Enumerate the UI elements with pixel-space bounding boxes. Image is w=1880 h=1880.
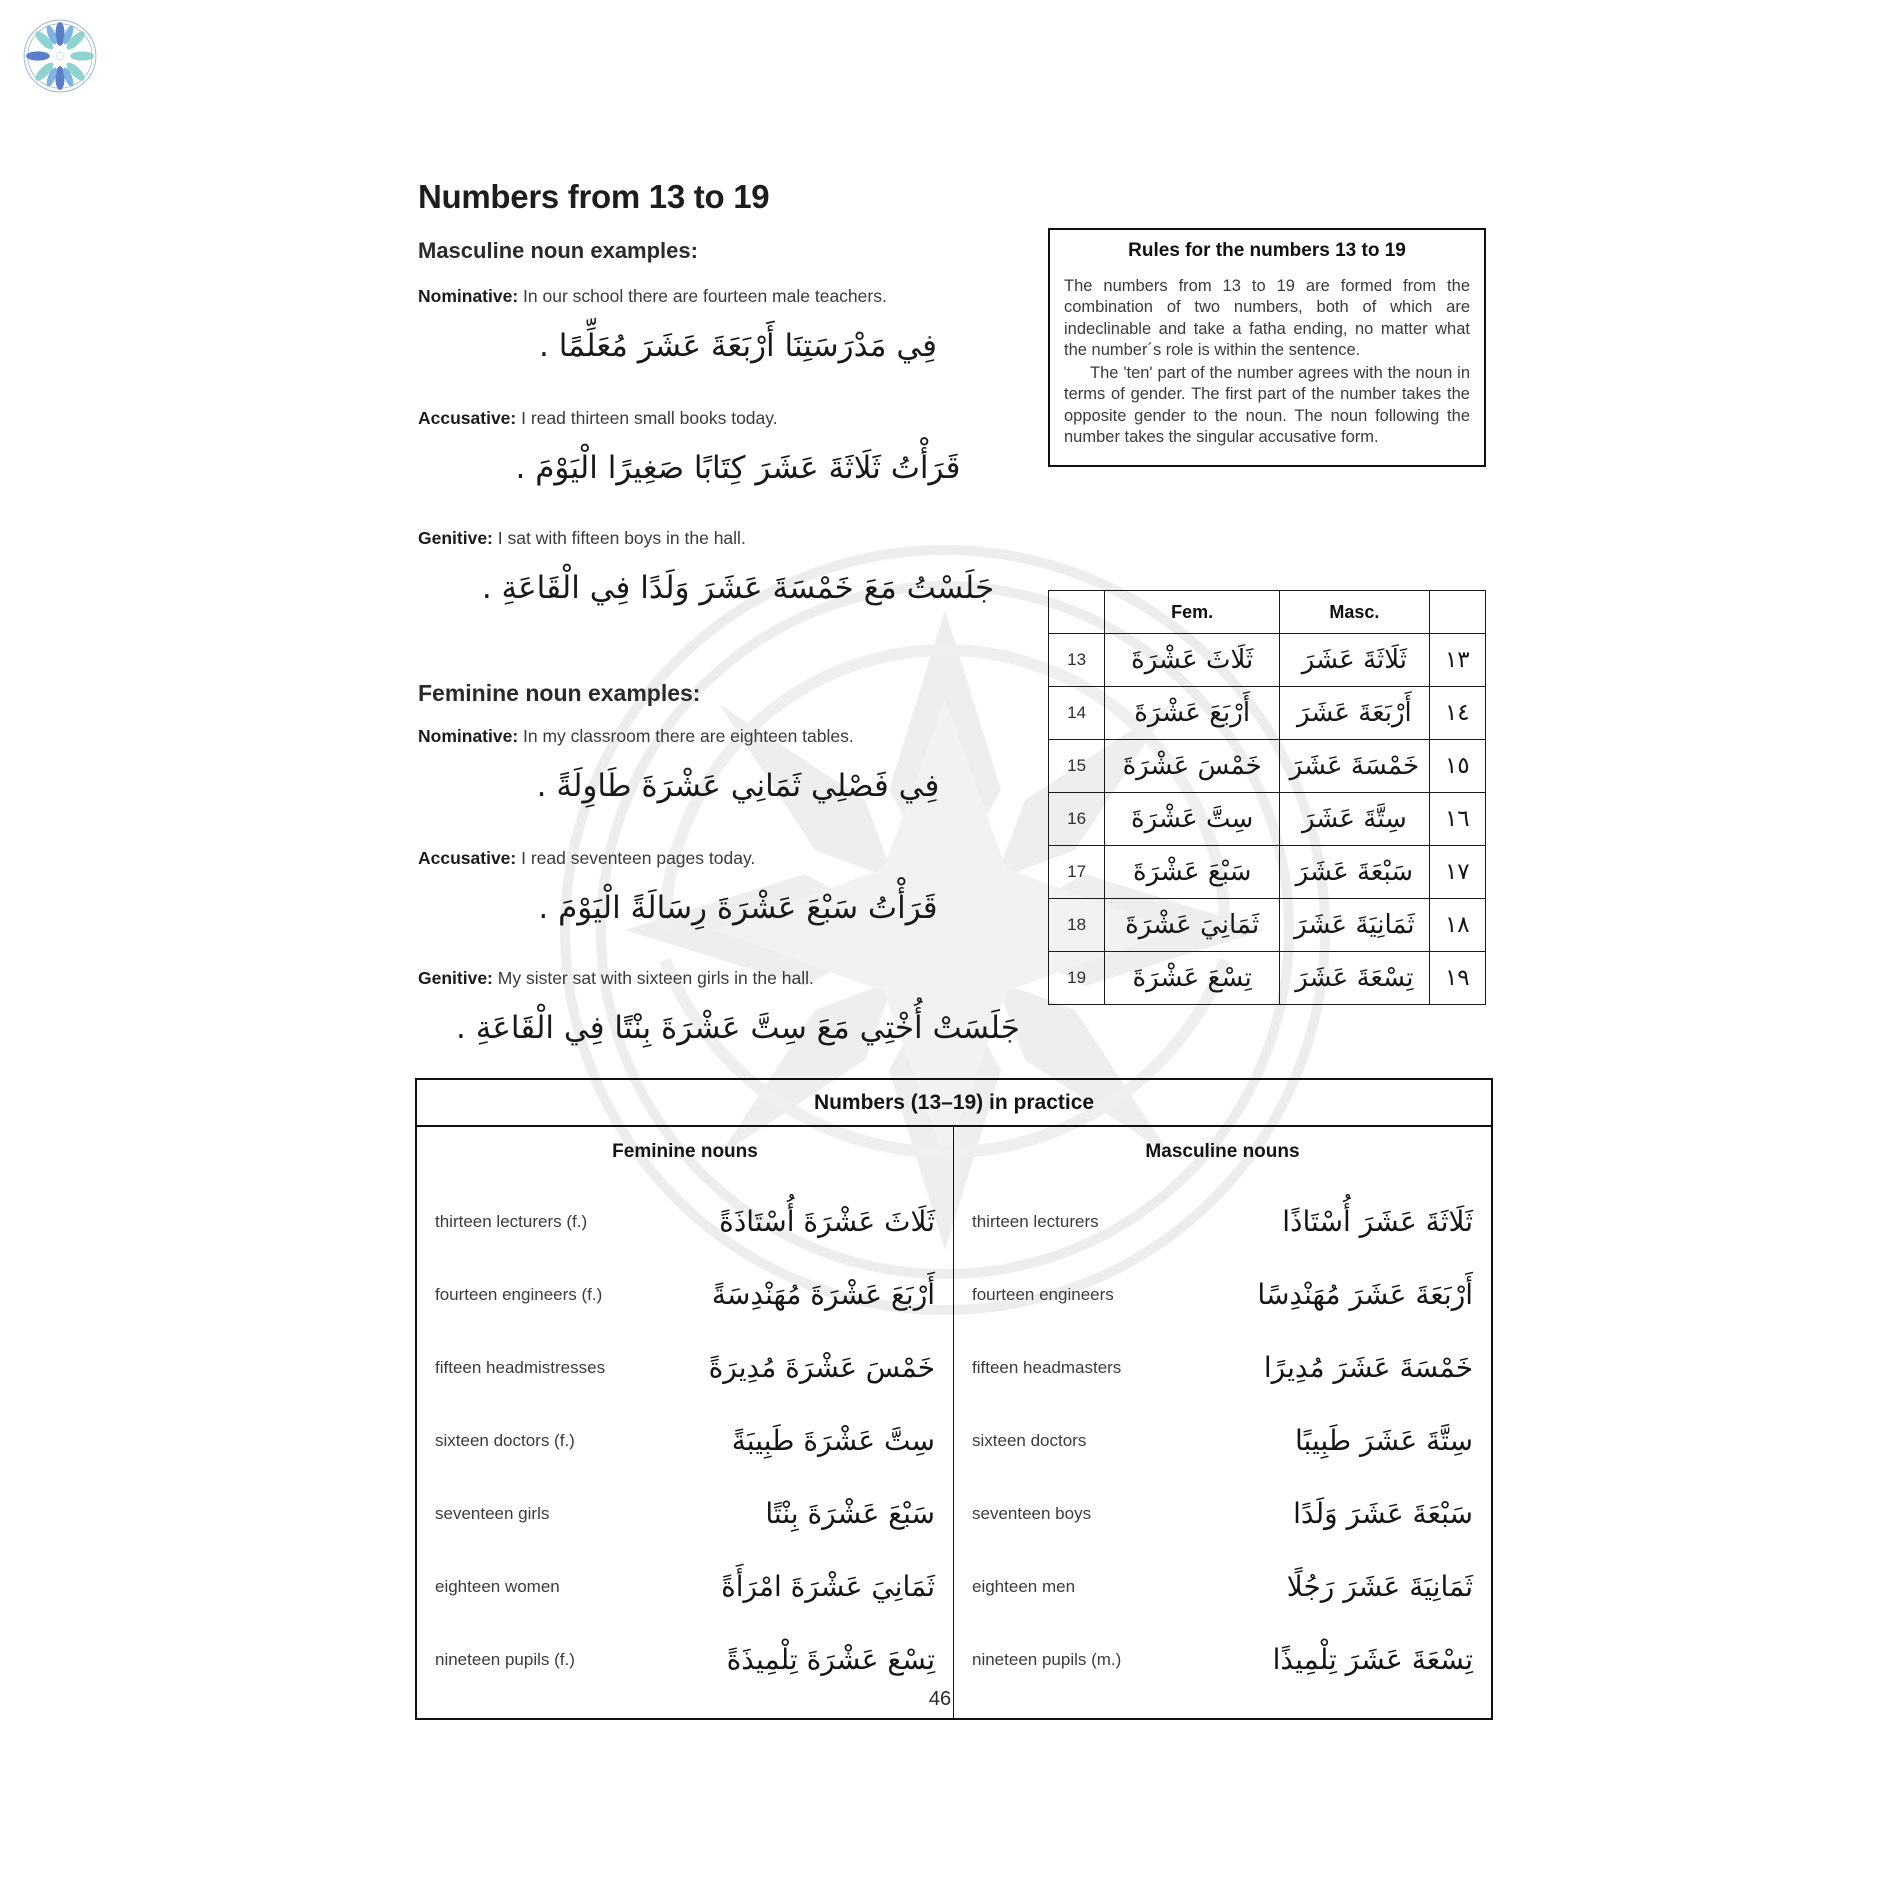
practice-masculine-column bbox=[954, 1127, 1491, 1718]
example-english-line bbox=[418, 968, 1058, 989]
row-masculine-form: ثَمَانِيَةَ عَشَرَ bbox=[1280, 899, 1430, 952]
table-row bbox=[1049, 793, 1486, 846]
row-index: 14 bbox=[1049, 687, 1105, 740]
practice-row bbox=[435, 1623, 935, 1696]
practice-row bbox=[972, 1623, 1473, 1696]
table-row bbox=[1049, 634, 1486, 687]
example-english-text: In our school there are fourteen male teachers. bbox=[518, 286, 887, 306]
row-masculine-form: ثَلَاثَةَ عَشَرَ bbox=[1280, 634, 1430, 687]
practice-row bbox=[435, 1331, 935, 1404]
practice-arabic-phrase: ثَمَانِيَ عَشْرَةَ امْرَأَةً bbox=[721, 1570, 935, 1603]
practice-arabic-phrase: أَرْبَعَ عَشْرَةَ مُهَنْدِسَةً bbox=[711, 1278, 935, 1311]
row-feminine-form: سَبْعَ عَشْرَةَ bbox=[1105, 846, 1280, 899]
practice-english-label: thirteen lecturers bbox=[972, 1211, 1099, 1231]
example-arabic-text: قَرَأْتُ سَبْعَ عَشْرَةَ رِسَالَةً الْيَوْمَ . bbox=[538, 890, 938, 926]
practice-english-label: seventeen boys bbox=[972, 1503, 1092, 1523]
row-masculine-form: سِتَّةَ عَشَرَ bbox=[1280, 793, 1430, 846]
masculine-example-accusative bbox=[418, 408, 1058, 492]
row-index: 19 bbox=[1049, 952, 1105, 1005]
practice-row bbox=[972, 1404, 1473, 1477]
practice-english-label: eighteen men bbox=[972, 1576, 1076, 1596]
feminine-example-nominative bbox=[418, 726, 1058, 810]
practice-english-label: seventeen girls bbox=[435, 1503, 550, 1523]
example-arabic-text: جَلَسَتْ أُخْتِي مَعَ سِتَّ عَشْرَةَ بِنْتًا فِي الْقَاعَةِ . bbox=[456, 1010, 1020, 1046]
row-feminine-form: خَمْسَ عَشْرَةَ bbox=[1105, 740, 1280, 793]
practice-arabic-phrase: ثَمَانِيَةَ عَشَرَ رَجُلًا bbox=[1286, 1570, 1473, 1603]
example-english-line bbox=[418, 726, 1058, 747]
practice-arabic-phrase: تِسْعَ عَشْرَةَ تِلْمِيذَةً bbox=[726, 1643, 935, 1676]
case-label: Nominative: bbox=[418, 286, 519, 306]
practice-table-title: Numbers (13–19) in practice bbox=[417, 1080, 1491, 1127]
feminine-example-genitive bbox=[418, 968, 1058, 1052]
row-arabic-numeral: ١٦ bbox=[1429, 793, 1485, 846]
practice-arabic-phrase: سَبْعَ عَشْرَةَ بِنْتًا bbox=[765, 1497, 935, 1530]
column-header-arabic-numeral bbox=[1429, 591, 1485, 634]
practice-row bbox=[972, 1550, 1473, 1623]
example-arabic-text: فِي مَدْرَسَتِنَا أَرْبَعَةَ عَشَرَ مُعَلِّمًا . bbox=[539, 328, 937, 364]
example-english-text: I read thirteen small books today. bbox=[516, 408, 778, 428]
practice-row bbox=[972, 1258, 1473, 1331]
table-row bbox=[1049, 899, 1486, 952]
example-arabic-text: قَرَأْتُ ثَلَاثَةَ عَشَرَ كِتَابًا صَغِيرًا الْيَوْمَ . bbox=[515, 450, 961, 486]
example-english-line bbox=[418, 408, 1058, 429]
feminine-section-heading: Feminine noun examples: bbox=[418, 680, 701, 706]
row-arabic-numeral: ١٨ bbox=[1429, 899, 1485, 952]
practice-english-label: eighteen women bbox=[435, 1576, 560, 1596]
feminine-example-accusative bbox=[418, 848, 1058, 932]
example-arabic-text: فِي فَصْلِي ثَمَانِي عَشْرَةَ طَاوِلَةً . bbox=[536, 768, 940, 804]
practice-english-label: nineteen pupils (f.) bbox=[435, 1649, 575, 1669]
practice-english-label: fifteen headmistresses bbox=[435, 1357, 606, 1377]
practice-arabic-phrase: خَمْسَةَ عَشَرَ مُدِيرًا bbox=[1263, 1351, 1473, 1384]
case-label: Genitive: bbox=[418, 528, 493, 548]
practice-row bbox=[972, 1185, 1473, 1258]
row-feminine-form: ثَمَانِيَ عَشْرَةَ bbox=[1105, 899, 1280, 952]
practice-english-label: sixteen doctors (f.) bbox=[435, 1430, 575, 1450]
practice-arabic-phrase: أَرْبَعَةَ عَشَرَ مُهَنْدِسًا bbox=[1257, 1278, 1473, 1311]
practice-english-label: nineteen pupils (m.) bbox=[972, 1649, 1122, 1669]
row-arabic-numeral: ١٤ bbox=[1429, 687, 1485, 740]
table-row bbox=[1049, 846, 1486, 899]
row-masculine-form: تِسْعَةَ عَشَرَ bbox=[1280, 952, 1430, 1005]
rules-box-title: Rules for the numbers 13 to 19 bbox=[1128, 240, 1406, 261]
practice-feminine-heading: Feminine nouns bbox=[612, 1141, 758, 1162]
example-english-line bbox=[418, 848, 1058, 869]
practice-row bbox=[435, 1258, 935, 1331]
row-arabic-numeral: ١٣ bbox=[1429, 634, 1485, 687]
example-english-line bbox=[418, 528, 1058, 549]
practice-arabic-phrase: خَمْسَ عَشْرَةَ مُدِيرَةً bbox=[708, 1351, 935, 1384]
column-header-feminine: Fem. bbox=[1105, 591, 1280, 634]
row-index: 15 bbox=[1049, 740, 1105, 793]
example-english-text: In my classroom there are eighteen tables. bbox=[518, 726, 854, 746]
example-english-text: I sat with fifteen boys in the hall. bbox=[492, 528, 746, 548]
row-index: 18 bbox=[1049, 899, 1105, 952]
practice-english-label: fourteen engineers bbox=[972, 1284, 1114, 1304]
practice-english-label: fifteen headmasters bbox=[972, 1357, 1122, 1377]
row-index: 16 bbox=[1049, 793, 1105, 846]
case-label: Accusative: bbox=[418, 408, 517, 428]
practice-english-label: sixteen doctors bbox=[972, 1430, 1087, 1450]
practice-row bbox=[972, 1331, 1473, 1404]
row-arabic-numeral: ١٥ bbox=[1429, 740, 1485, 793]
table-header-row bbox=[1049, 591, 1486, 634]
practice-arabic-phrase: سِتَّ عَشْرَةَ طَبِيبَةً bbox=[731, 1424, 935, 1457]
rules-box bbox=[1048, 228, 1486, 467]
case-label: Genitive: bbox=[418, 968, 493, 988]
rules-paragraph: The numbers from 13 to 19 are formed from the combination of two numbers, both of which are indeclinable and take a fatha ending, no matter what the number´s role is within the sentence. bbox=[1064, 277, 1470, 360]
row-masculine-form: سَبْعَةَ عَشَرَ bbox=[1280, 846, 1430, 899]
masculine-example-nominative bbox=[418, 286, 1058, 370]
example-arabic-text: جَلَسْتُ مَعَ خَمْسَةَ عَشَرَ وَلَدًا فِي الْقَاعَةِ . bbox=[481, 570, 995, 606]
row-masculine-form: أَرْبَعَةَ عَشَرَ bbox=[1280, 687, 1430, 740]
row-feminine-form: ثَلَاثَ عَشْرَةَ bbox=[1105, 634, 1280, 687]
practice-row bbox=[972, 1477, 1473, 1550]
example-english-line bbox=[418, 286, 1058, 307]
rules-paragraph: The 'ten' part of the number agrees with the noun in terms of gender. The first part of the number takes the opposite gender to the noun. The noun following the number takes the singular accusative form. bbox=[1064, 363, 1470, 447]
practice-english-label: fourteen engineers (f.) bbox=[435, 1284, 603, 1304]
row-feminine-form: تِسْعَ عَشْرَةَ bbox=[1105, 952, 1280, 1005]
example-english-text: My sister sat with sixteen girls in the hall. bbox=[492, 968, 814, 988]
table-row bbox=[1049, 740, 1486, 793]
practice-masculine-heading: Masculine nouns bbox=[1145, 1141, 1300, 1162]
page-number: 46 bbox=[928, 1688, 952, 1710]
row-masculine-form: خَمْسَةَ عَشَرَ bbox=[1280, 740, 1430, 793]
numbers-reference-table bbox=[1048, 590, 1486, 1005]
page-title: Numbers from 13 to 19 bbox=[418, 178, 770, 215]
column-header-masculine: Masc. bbox=[1280, 591, 1430, 634]
row-arabic-numeral: ١٩ bbox=[1429, 952, 1485, 1005]
practice-table bbox=[415, 1078, 1493, 1720]
case-label: Nominative: bbox=[418, 726, 519, 746]
row-feminine-form: أَرْبَعَ عَشْرَةَ bbox=[1105, 687, 1280, 740]
row-index: 13 bbox=[1049, 634, 1105, 687]
row-arabic-numeral: ١٧ bbox=[1429, 846, 1485, 899]
table-row bbox=[1049, 952, 1486, 1005]
practice-row bbox=[435, 1477, 935, 1550]
practice-row bbox=[435, 1550, 935, 1623]
practice-arabic-phrase: تِسْعَةَ عَشَرَ تِلْمِيذًا bbox=[1272, 1643, 1473, 1676]
practice-arabic-phrase: ثَلَاثَةَ عَشَرَ أُسْتَاذًا bbox=[1282, 1205, 1473, 1238]
case-label: Accusative: bbox=[418, 848, 517, 868]
masculine-example-genitive bbox=[418, 528, 1058, 612]
practice-arabic-phrase: ثَلَاثَ عَشْرَةَ أُسْتَاذَةً bbox=[719, 1205, 935, 1238]
masculine-section-heading: Masculine noun examples: bbox=[418, 238, 698, 263]
practice-arabic-phrase: سِتَّةَ عَشَرَ طَبِيبًا bbox=[1294, 1424, 1473, 1457]
practice-row bbox=[435, 1404, 935, 1477]
practice-arabic-phrase: سَبْعَةَ عَشَرَ وَلَدًا bbox=[1293, 1497, 1473, 1530]
table-row bbox=[1049, 687, 1486, 740]
practice-row bbox=[435, 1185, 935, 1258]
practice-feminine-column bbox=[417, 1127, 954, 1718]
example-english-text: I read seventeen pages today. bbox=[516, 848, 756, 868]
practice-english-label: thirteen lecturers (f.) bbox=[435, 1211, 588, 1231]
column-header-index bbox=[1049, 591, 1105, 634]
row-feminine-form: سِتَّ عَشْرَةَ bbox=[1105, 793, 1280, 846]
row-index: 17 bbox=[1049, 846, 1105, 899]
